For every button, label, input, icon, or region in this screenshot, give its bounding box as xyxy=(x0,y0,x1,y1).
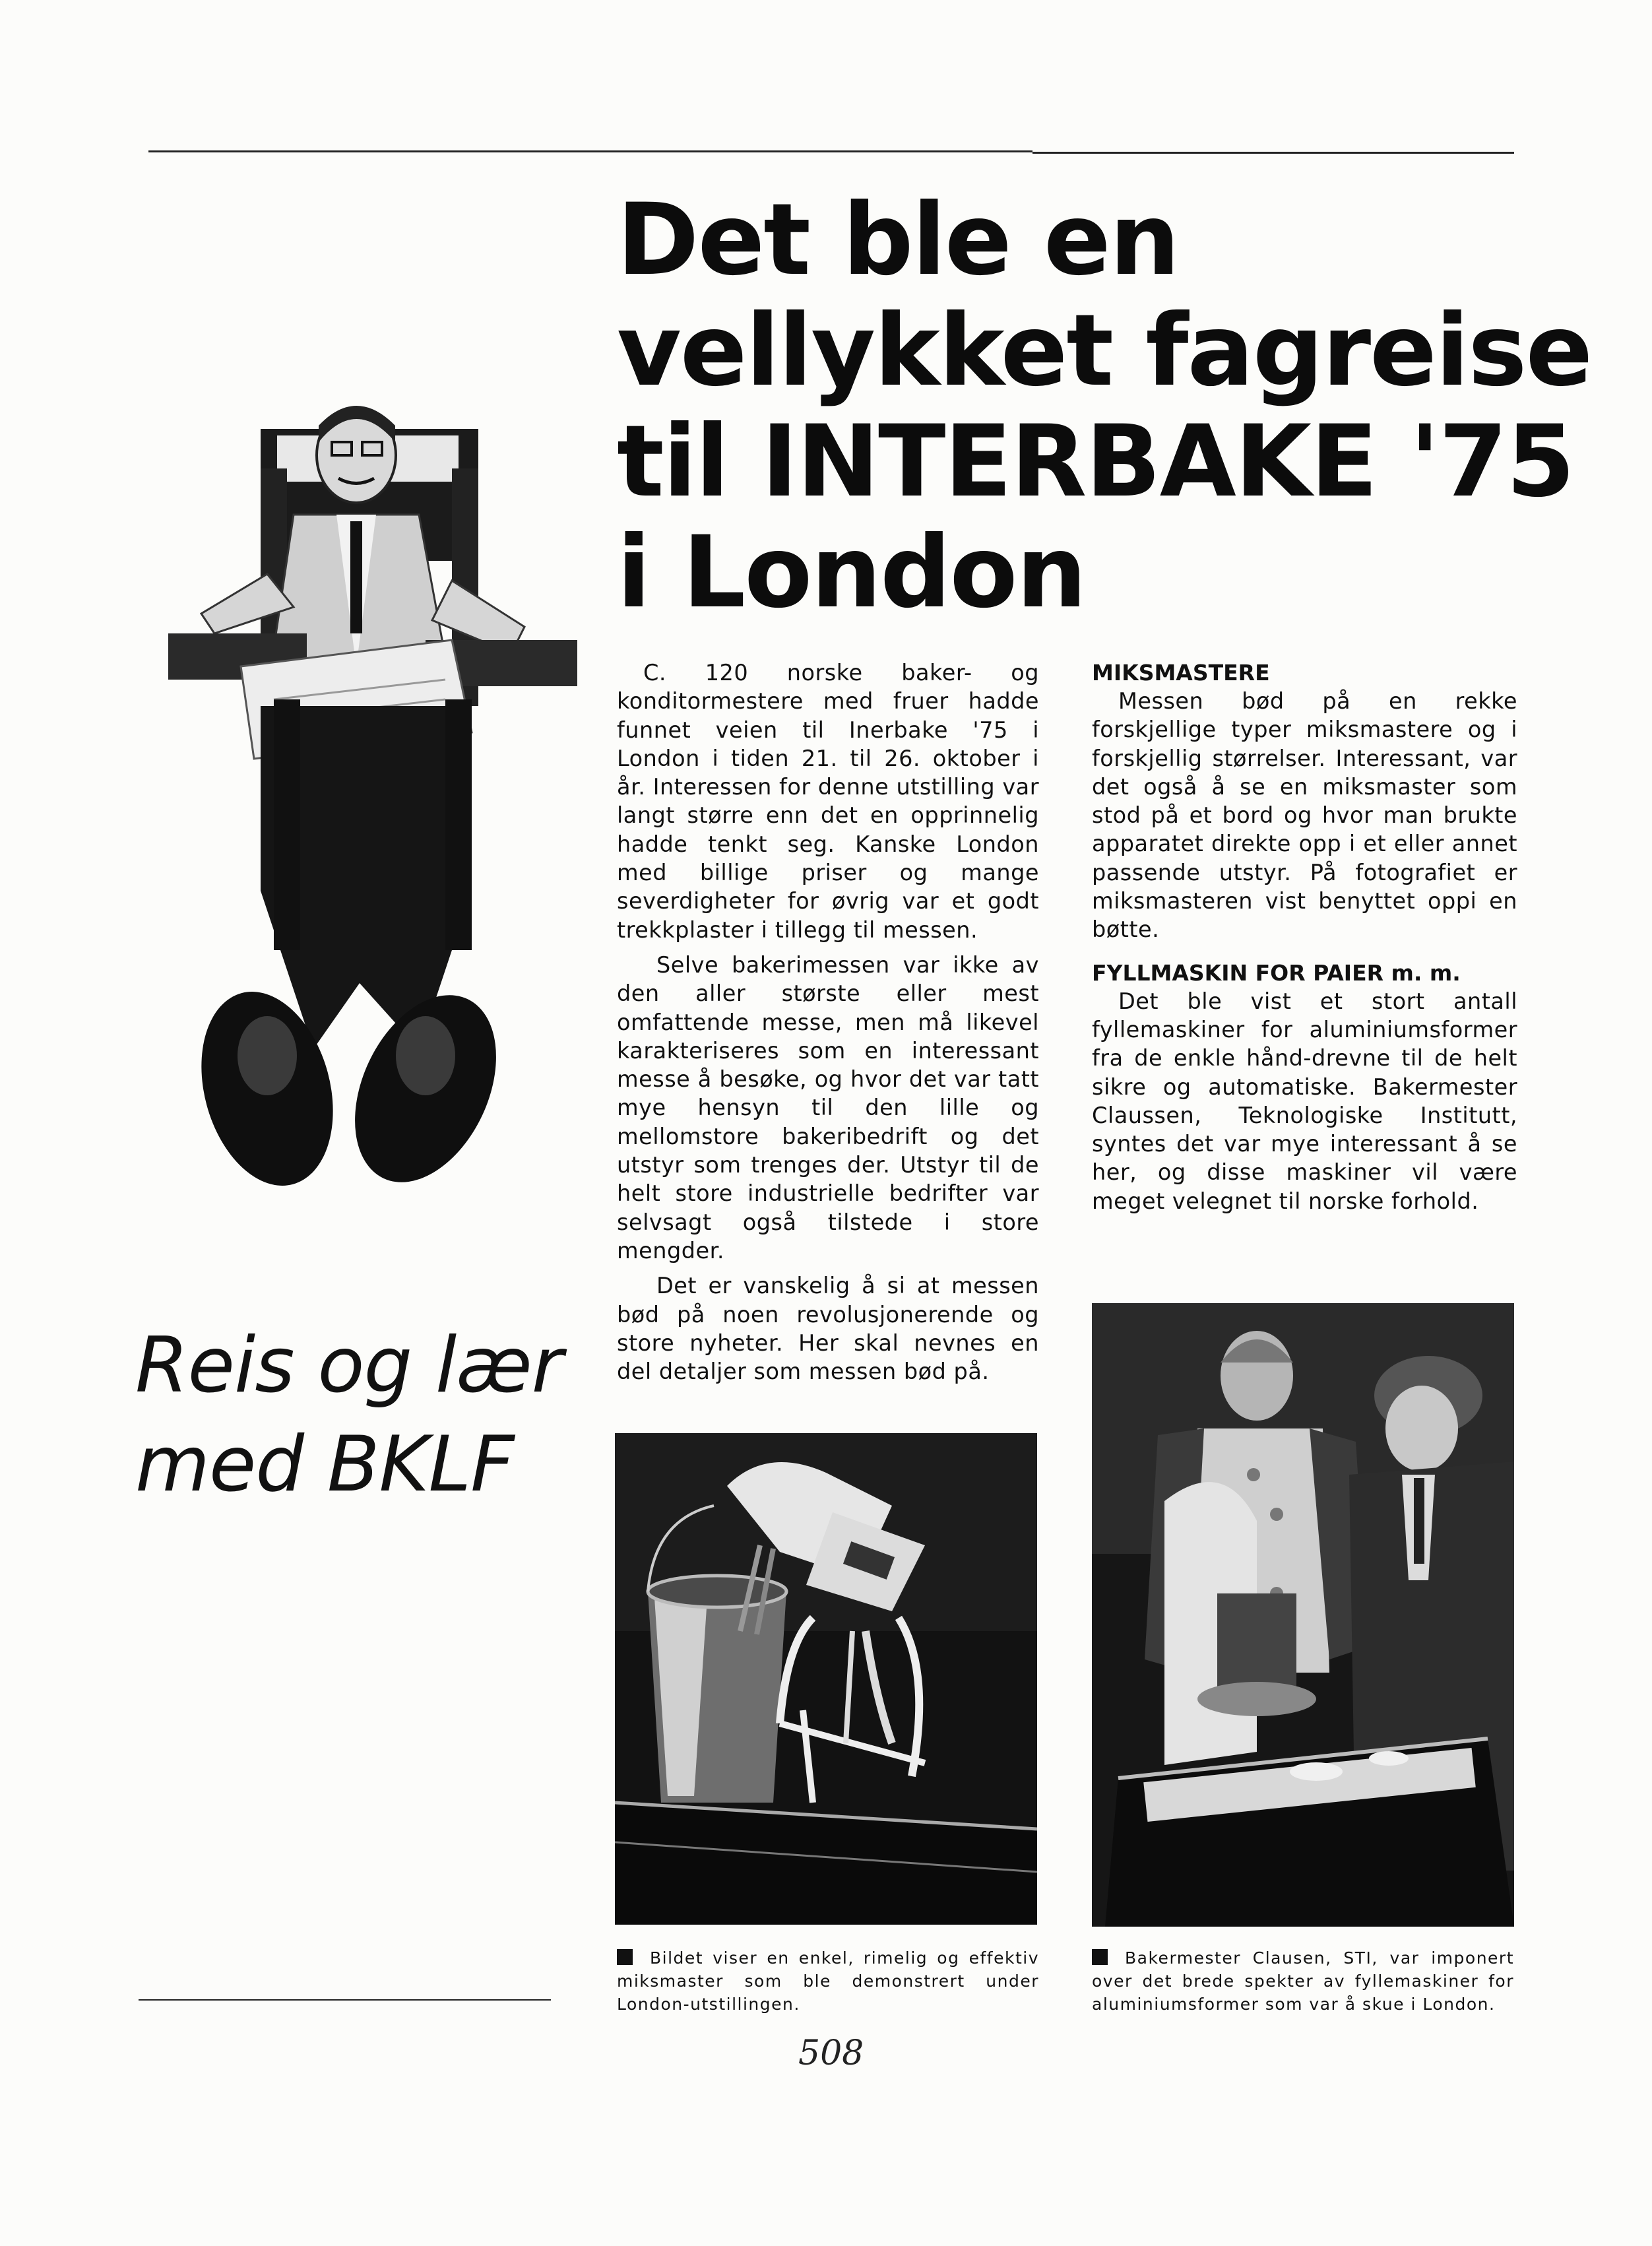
bottom-rule-left xyxy=(139,1999,551,2001)
headline-line-2: vellykket fagreise xyxy=(617,294,1592,408)
mixer-bucket-photo xyxy=(615,1433,1037,1925)
page-number: 508 xyxy=(798,2034,864,2073)
subtitle-line-2: med BKLF xyxy=(135,1420,514,1509)
caption-right xyxy=(1092,1946,1514,2016)
caption-left-text: Bildet viser en enkel, rimelig og effektiv miksmaster som ble demonstrert under London-utstillingen. xyxy=(617,1948,1039,2014)
claussen-filling-machine-photo xyxy=(1092,1303,1514,1927)
subtitle xyxy=(135,1316,597,1514)
man-in-armchair-photo xyxy=(142,389,577,1221)
headline-line-4: i London xyxy=(617,515,1086,630)
caption-bullet xyxy=(617,1949,633,1965)
section-text-fyllmaskin: Det ble vist et stort antall fyllemaskiner for aluminiumsformer fra de enkle hånd-drevne til de helt sikre og automatiske. Bakermester Claussen, Teknologiske Institutt, syntes det var mye interessant å se her, og disse maskiner vil være meget velegnet til norske forhold. xyxy=(1092,988,1517,1214)
caption-left xyxy=(617,1946,1039,2016)
headline-line-3: til INTERBAKE '75 xyxy=(617,404,1574,519)
headline-line-1: Det ble en xyxy=(617,183,1179,298)
subtitle-line-1: Reis og lær xyxy=(135,1321,563,1410)
column-2 xyxy=(1092,658,1517,1215)
col1-paragraph-1: C. 120 norske baker- og konditormestere med fruer hadde funnet veien til Inerbake '75 i London i tiden 21. til 26. oktober i år. Interessen for denne utstilling var langt større enn det en opprinnelig hadde tenkt seg. Kanske London med billige priser og mange severdigheter for øvrig var et godt trekkplaster i tillegg til messen. xyxy=(617,660,1039,943)
top-rule-left xyxy=(148,150,1032,152)
column-1 xyxy=(617,658,1039,1386)
headline xyxy=(617,183,1592,630)
section-heading-miksmastere: MIKSMASTERE xyxy=(1092,660,1270,686)
col1-paragraph-3: Det er vanskelig å si at messen bød på noen revolusjonerende og store nyheter. Her skal nevnes en del detaljer som messen bød på. xyxy=(617,1273,1039,1385)
caption-bullet xyxy=(1092,1949,1108,1965)
top-rule-right xyxy=(1032,152,1514,154)
col1-paragraph-2: Selve bakerimessen var ikke av den aller største eller mest omfattende messe, men må likevel karakteriseres som en interessant messe å besøke, og hvor det var tatt mye hensyn til den lille og mellomstore bakeribedrift og det utstyr som trenges der. Utstyr til de helt store industrielle bedrifter var selvsagt også tilstede i store mengder. xyxy=(617,951,1039,1264)
caption-right-text: Bakermester Clausen, STI, var imponert over det brede spekter av fyllemaskiner for aluminiumsformer som var å skue i London. xyxy=(1092,1948,1514,2014)
section-text-miksmastere: Messen bød på en rekke forskjellige typer miksmastere og i forskjellig størrelser. Interessant, var det også å se en miksmaster som stod på et bord og hvor man brukte apparatet direkte opp i et eller annet passende utstyr. På fotografiet er miksmasteren vist benyttet oppi en bøtte. xyxy=(1092,688,1517,943)
section-heading-fyllmaskin: FYLLMASKIN FOR PAIER m. m. xyxy=(1092,959,1461,986)
